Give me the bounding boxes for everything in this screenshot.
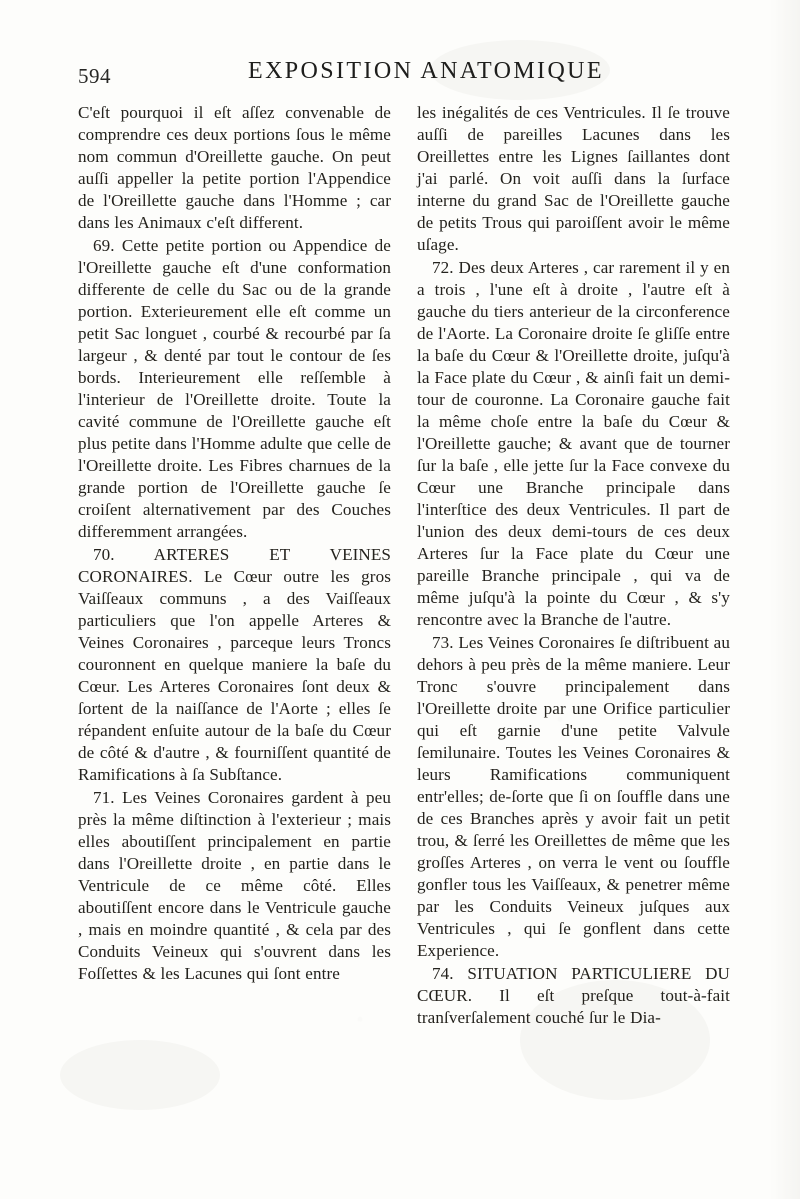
paragraph: 74. SITUATION PARTICULIERE DU CŒUR. Il eſt preſque tout-à-fait tranſverſalement couché ſur le Dia- [417, 964, 730, 1027]
paragraph: les inégalités de ces Ventricules. Il ſe trouve auſſi de pareilles Lacunes dans les Oreillettes entre les Lignes ſaillantes dont j'ai parlé. On voit auſſi dans la ſurface interne du grand Sac de l'Oreillette gauche de petits Trous qui paroiſſent avoir le même uſage. [417, 103, 730, 254]
paragraph: 72. Des deux Arteres , car rarement il y en a trois , l'une eſt à droite , l'autre eſt à gauche du tiers anterieur de la circonference de l'Aorte. La Coronaire droite ſe gliſſe entre la baſe du Cœur & l'Oreillette droite, juſqu'à la Face plate du Cœur , & ainſi fait un demi-tour de couronne. La Coronaire gauche fait la même choſe entre la baſe du Cœur & l'Oreillette gauche; & avant que de tourner ſur la baſe , elle jette ſur la Face convexe du Cœur une Branche principale dans l'interſtice des deux Ventricules. Il part de l'union des deux demi-tours de ces deux Arteres ſur la Face plate du Cœur une pareille Branche principale , qui va de même juſqu'à la pointe du Cœur , & s'y rencontre avec la Branche de l'autre. [417, 258, 730, 629]
paragraph: C'eſt pourquoi il eſt aſſez convenable de comprendre ces deux portions ſous le même nom commun d'Oreillette gauche. On peut auſſi appeller la petite portion l'Appendice de l'Oreillette gauche dans l'Homme ; car dans les Animaux c'eſt different. [78, 103, 391, 232]
paragraph: 71. Les Veines Coronaires gardent à peu près la même diſtinction à l'exterieur ; mais elles aboutiſſent principalement en partie dans l'Oreillette droite , en partie dans le Ventricule de ce même côté. Elles aboutiſſent encore dans le Ventricule gauche , mais en moindre quantité , & cela par des Conduits Veineux qui s'ouvrent dans les Foſſettes & les Lacunes qui ſont entre [78, 788, 391, 983]
paragraph: 70. ARTERES ET VEINES CORONAIRES. Le Cœur outre les gros Vaiſſeaux communs , a des Vaiſſeaux particuliers que l'on appelle Arteres & Veines Coronaires , parceque leurs Troncs couronnent en quelque maniere la baſe du Cœur. Les Arteres Coronaires ſont deux & ſortent de la naiſſance de l'Aorte ; elles ſe répandent enſuite autour de la baſe du Cœur de côté & d'autre , & fourniſſent quantité de Ramifications à ſa Subſtance. [78, 545, 391, 784]
page-content [78, 58, 730, 1128]
text-columns [78, 102, 730, 1029]
paragraph: 73. Les Veines Coronaires ſe diſtribuent au dehors à peu près de la même maniere. Leur Tronc s'ouvre principalement dans l'Oreillette droite par une Orifice particulier qui eſt garnie d'une petite Valvule ſemilunaire. Toutes les Veines Coronaires & leurs Ramifications communiquent entr'elles; de-ſorte que ſi on ſouffle dans une de ces Branches après y avoir fait un petit trou, & ſerré les Oreillettes de même que les groſſes Arteres , on verra le vent ou ſouffle gonfler tous les Vaiſſeaux, & penetrer même par les Conduits Veineux juſques aux Ventricules , qui ſe gonflent dans cette Experience. [417, 633, 730, 960]
left-column [78, 102, 391, 1029]
running-head: EXPOSITION ANATOMIQUE [248, 58, 604, 84]
folio-number: 594 [78, 64, 111, 88]
right-column [417, 102, 730, 1029]
page-edge-shadow [770, 0, 800, 1199]
paragraph: 69. Cette petite portion ou Appendice de l'Oreillette gauche eſt d'une conformation differente de celle du Sac ou de la grande portion. Exterieurement elle eſt comme un petit Sac longuet , courbé & recourbé par ſa largeur , & denté par tout le contour de ſes bords. Interieurement elle reſſemble à l'interieur de l'Oreillette droite. Toute la cavité commune de l'Oreillette gauche eſt plus petite dans l'Homme adulte que celle de l'Oreillette droite. Les Fibres charnues de la grande portion de l'Oreillette gauche ſe croiſent alternativement par des Couches differemment arrangées. [78, 236, 391, 541]
page-header [78, 58, 730, 98]
